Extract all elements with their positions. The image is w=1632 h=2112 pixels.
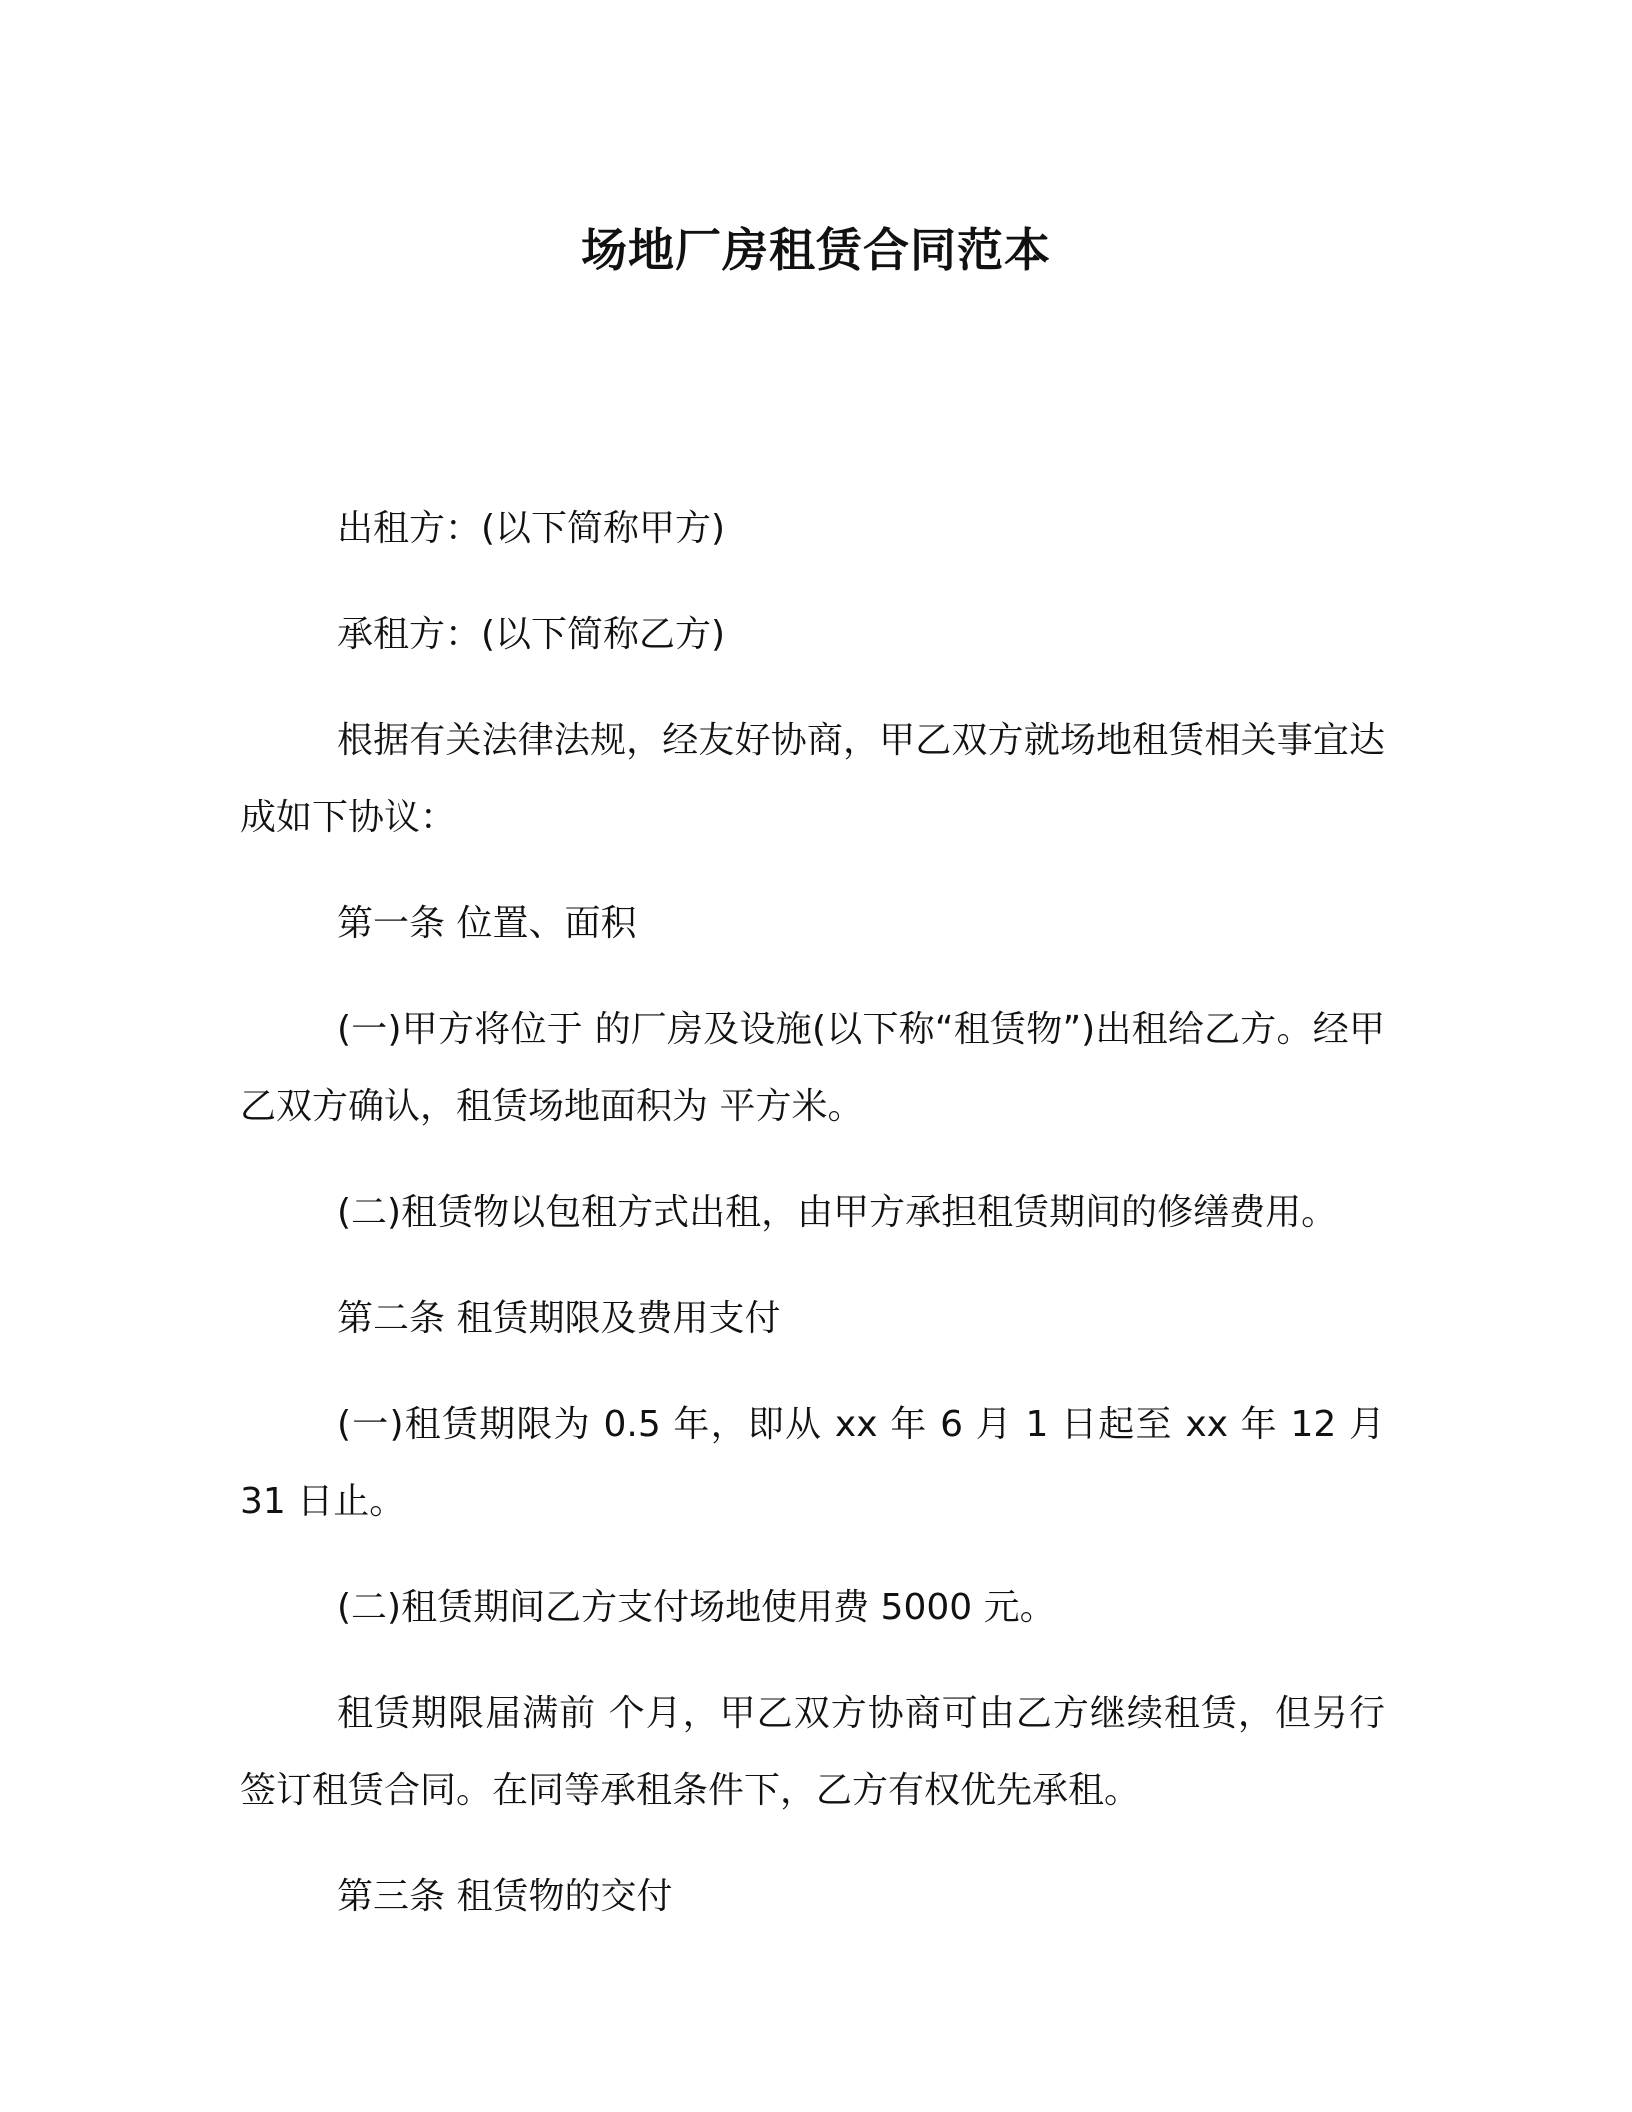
article-1-item-1: (一)甲方将位于 的厂房及设施(以下称“租赁物”)出租给乙方。经甲乙双方确认，租赁场地面积为 平方米。 bbox=[240, 1009, 1385, 1127]
article-2-item-1: (一)租赁期限为 0.5 年，即从 xx 年 6 月 1 日起至 xx 年 12 月 31 日止。 bbox=[240, 1404, 1385, 1522]
article-3-heading: 第三条 租赁物的交付 bbox=[337, 1876, 673, 1917]
article-1-item-2: (二)租赁物以包租方式出租，由甲方承担租赁期间的修缮费用。 bbox=[337, 1192, 1338, 1233]
lessee-line: 承租方：(以下简称乙方) bbox=[337, 614, 726, 655]
document-title: 场地厂房租赁合同范本 bbox=[581, 223, 1051, 277]
preamble-paragraph: 根据有关法律法规，经友好协商，甲乙双方就场地租赁相关事宜达成如下协议： bbox=[240, 720, 1385, 838]
lessor-line: 出租方：(以下简称甲方) bbox=[337, 508, 726, 549]
article-2-renewal: 租赁期限届满前 个月，甲乙双方协商可由乙方继续租赁，但另行签订租赁合同。在同等承租条件下，乙方有权优先承租。 bbox=[240, 1693, 1385, 1811]
article-2-item-2: (二)租赁期间乙方支付场地使用费 5000 元。 bbox=[337, 1587, 1056, 1628]
document-body bbox=[240, 490, 1385, 1964]
article-2-heading: 第二条 租赁期限及费用支付 bbox=[337, 1298, 781, 1339]
article-1-heading: 第一条 位置、面积 bbox=[337, 903, 637, 944]
